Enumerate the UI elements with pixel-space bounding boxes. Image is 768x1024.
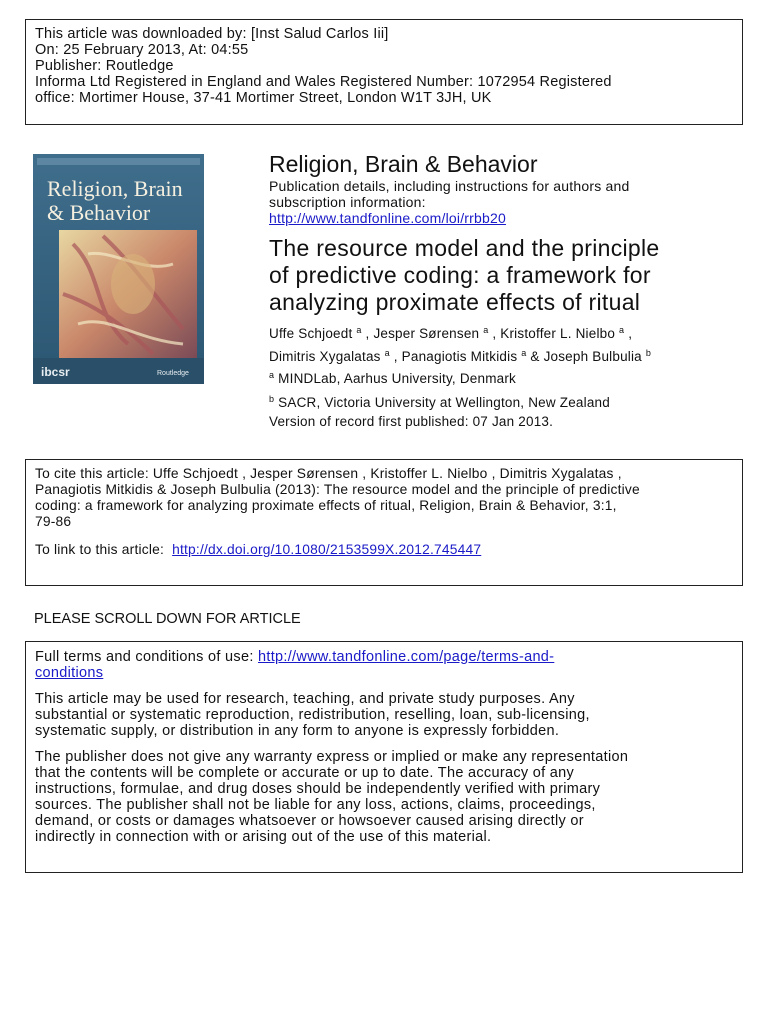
citation-line: coding: a framework for analyzing proximate effects of ritual, Religion, Brain & Behavior, 3:1, bbox=[35, 498, 617, 513]
terms-url-link[interactable]: http://www.tandfonline.com/page/terms-and- bbox=[258, 649, 555, 665]
journal-details: Publication details, including instructions for authors and bbox=[269, 178, 630, 194]
author-line bbox=[269, 322, 739, 345]
cover-routledge-logo: Routledge bbox=[157, 370, 189, 377]
version-of-record: Version of record first published: 07 Jan 2013. bbox=[269, 414, 554, 429]
terms-box bbox=[25, 641, 743, 873]
article-link-row bbox=[35, 542, 733, 558]
paragraph-line: sources. The publisher shall not be liable for any loss, actions, claims, proceedings, bbox=[35, 797, 596, 813]
affiliation-b bbox=[269, 392, 739, 414]
author-separator: , bbox=[361, 326, 374, 341]
download-line: Publisher: Routledge bbox=[35, 58, 174, 74]
paragraph-line: instructions, formulae, and drug doses should be independently verified with primary bbox=[35, 781, 601, 797]
article-title-line: The resource model and the principle bbox=[269, 235, 660, 261]
paragraph-line: systematic supply, or distribution in any form to anyone is expressly forbidden. bbox=[35, 723, 560, 739]
author-line bbox=[269, 345, 739, 368]
paragraph-line: The publisher does not give any warranty express or implied or make any representation bbox=[35, 749, 629, 765]
author-name: Kristoffer L. Nielbo bbox=[500, 326, 616, 341]
scroll-notice: PLEASE SCROLL DOWN FOR ARTICLE bbox=[34, 611, 301, 627]
affiliation-text: MINDLab, Aarhus University, Denmark bbox=[278, 371, 516, 386]
author-name: Jesper Sørensen bbox=[373, 326, 480, 341]
author-affiliation-mark: b bbox=[645, 348, 652, 358]
disclaimer-paragraph bbox=[35, 749, 733, 845]
affiliation-text: SACR, Victoria University at Wellington, New Zealand bbox=[278, 395, 610, 410]
cover-title-line1: Religion, Brain bbox=[47, 176, 183, 201]
author-name: Dimitris Xygalatas bbox=[269, 349, 381, 364]
paragraph-line: that the contents will be complete or accurate or up to date. The accuracy of any bbox=[35, 765, 575, 781]
download-line: On: 25 February 2013, At: 04:55 bbox=[35, 42, 249, 58]
affiliation-a bbox=[269, 368, 739, 390]
author-affiliation-mark: a bbox=[521, 348, 527, 358]
terms-intro: Full terms and conditions of use: bbox=[35, 649, 254, 665]
journal-title: Religion, Brain & Behavior bbox=[269, 151, 538, 177]
paragraph-line: This article may be used for research, teaching, and private study purposes. Any bbox=[35, 691, 575, 707]
author-separator: , bbox=[624, 326, 633, 341]
journal-url-link[interactable]: http://www.tandfonline.com/loi/rrbb20 bbox=[269, 210, 506, 226]
download-info-box bbox=[25, 19, 743, 125]
author-separator: , bbox=[389, 349, 402, 364]
affiliation-mark: b bbox=[269, 394, 275, 404]
download-line: office: Mortimer House, 37-41 Mortimer Street, London W1T 3JH, UK bbox=[35, 90, 492, 106]
usage-paragraph bbox=[35, 691, 733, 739]
paragraph-line: indirectly in connection with or arising out of the use of this material. bbox=[35, 829, 492, 845]
affiliation-mark: a bbox=[269, 370, 275, 380]
citation-line: To cite this article: Uffe Schjoedt , Jesper Sørensen , Kristoffer L. Nielbo , Dimitris Xygalatas , bbox=[35, 466, 622, 481]
citation-line: 79-86 bbox=[35, 514, 72, 529]
author-separator: & bbox=[526, 349, 544, 364]
paragraph-line: demand, or costs or damages whatsoever or howsoever caused arising directly or bbox=[35, 813, 584, 829]
article-header bbox=[269, 150, 739, 430]
download-line: This article was downloaded by: [Inst Salud Carlos Iii] bbox=[35, 26, 389, 42]
paragraph-line: substantial or systematic reproduction, redistribution, reselling, loan, sub-licensing, bbox=[35, 707, 590, 723]
author-affiliation-mark: a bbox=[356, 325, 362, 335]
author-name: Joseph Bulbulia bbox=[543, 349, 642, 364]
author-name: Panagiotis Mitkidis bbox=[401, 349, 518, 364]
terms-intro-line bbox=[35, 649, 733, 665]
cover-title-line2: & Behavior bbox=[47, 200, 151, 225]
author-affiliation-mark: a bbox=[384, 348, 390, 358]
citation-box bbox=[25, 459, 743, 586]
author-separator: , bbox=[488, 326, 501, 341]
download-line: Informa Ltd Registered in England and Wales Registered Number: 1072954 Registered bbox=[35, 74, 612, 90]
journal-cover-image bbox=[33, 154, 204, 384]
terms-url-link-cont[interactable]: conditions bbox=[35, 665, 104, 681]
article-link-label: To link to this article: bbox=[35, 542, 165, 557]
article-title-line: analyzing proximate effects of ritual bbox=[269, 289, 641, 315]
cover-publisher-logo: ibcsr bbox=[41, 365, 70, 379]
author-affiliation-mark: a bbox=[619, 325, 625, 335]
citation-line: Panagiotis Mitkidis & Joseph Bulbulia (2013): The resource model and the principle of predictive bbox=[35, 482, 640, 497]
author-affiliation-mark: a bbox=[483, 325, 489, 335]
journal-details: subscription information: bbox=[269, 194, 426, 210]
author-name: Uffe Schjoedt bbox=[269, 326, 353, 341]
article-title-line: of predictive coding: a framework for bbox=[269, 262, 651, 288]
doi-link[interactable]: http://dx.doi.org/10.1080/2153599X.2012.745447 bbox=[172, 542, 482, 557]
